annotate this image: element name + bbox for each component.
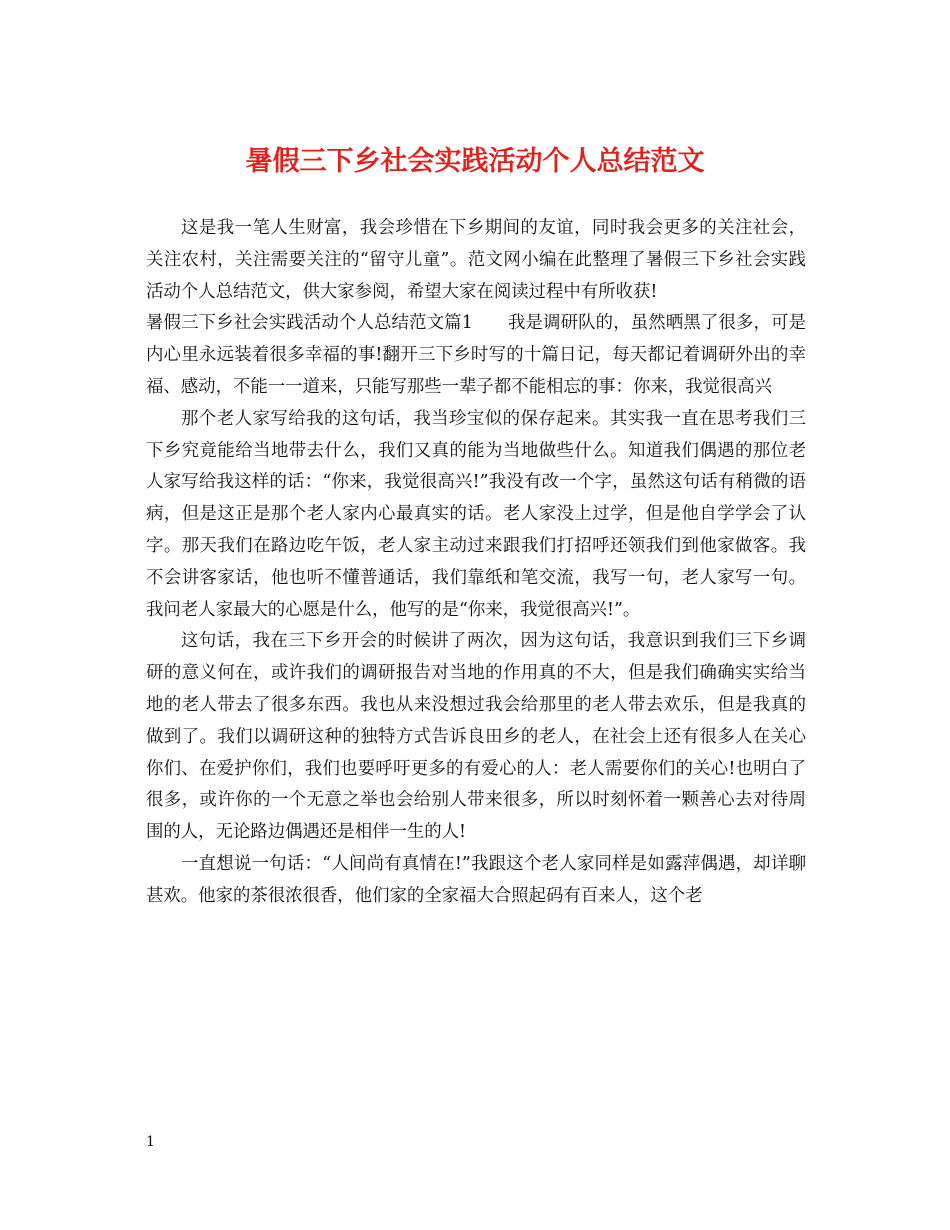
- paragraph-intro: 这是我一笔人生财富，我会珍惜在下乡期间的友谊，同时我会更多的关注社会，关注农村，关注需要关注的“留守儿童”。范文网小编在此整理了暑假三下乡社会实践活动个人总结范文，供大家参阅，希望大家在阅读过程中有所收获!: [146, 218, 806, 302]
- document-title: 暑假三下乡社会实践活动个人总结范文: [245, 146, 705, 177]
- paragraph-old-man-note: 那个老人家写给我的这句话，我当珍宝似的保存起来。其实我一直在思考我们三下乡究竟能给当地带去什么，我们又真的能为当地做些什么。知道我们偶遇的那位老人家写给我这样的话：“你来，我觉很高兴!”我没有改一个字，虽然这句话有稍微的语病，但是这正是那个老人家内心最真实的话。老人家没上过学，但是他自学学会了认字。那天我们在路边吃午饭，老人家主动过来跟我们打招呼还领我们到他家做客。我不会讲客家话，他也听不懂普通话，我们靠纸和笔交流，我写一句，老人家写一句。我问老人家最大的心愿是什么，他写的是“你来，我觉很高兴!”。: [146, 408, 806, 620]
- document-body: [146, 213, 806, 913]
- page-number: 1: [146, 1134, 155, 1150]
- paragraph-meaning: 这句话，我在三下乡开会的时候讲了两次，因为这句话，我意识到我们三下乡调研的意义何在，或许我们的调研报告对当地的作用真的不大，但是我们确确实实给当地的老人带去了很多东西。我也从来没想过我会给那里的老人带去欢乐，但是我真的做到了。我们以调研这种的独特方式告诉良田乡的老人，在社会上还有很多人在关心你们、在爱护你们，我们也要呼吁更多的有爱心的人：老人需要你们的关心!也明白了很多，或许你的一个无意之举也会给别人带来很多，所以时刻怀着一颗善心去对待周围的人，无论路边偶遇还是相伴一生的人!: [146, 631, 806, 843]
- paragraph-true-feelings: 一直想说一句话：“人间尚有真情在!”我跟这个老人家同样是如露萍偶遇，却详聊甚欢。他家的茶很浓很香，他们家的全家福大合照起码有百来人，这个老: [146, 853, 806, 906]
- paragraph-section-1: 暑假三下乡社会实践活动个人总结范文篇1 我是调研队的，虽然晒黑了很多，可是内心里永远装着很多幸福的事!翻开三下乡时写的十篇日记，每天都记着调研外出的幸福、感动，不能一一道来，只能写那些一辈子都不能相忘的事：你来，我觉很高兴: [146, 313, 806, 397]
